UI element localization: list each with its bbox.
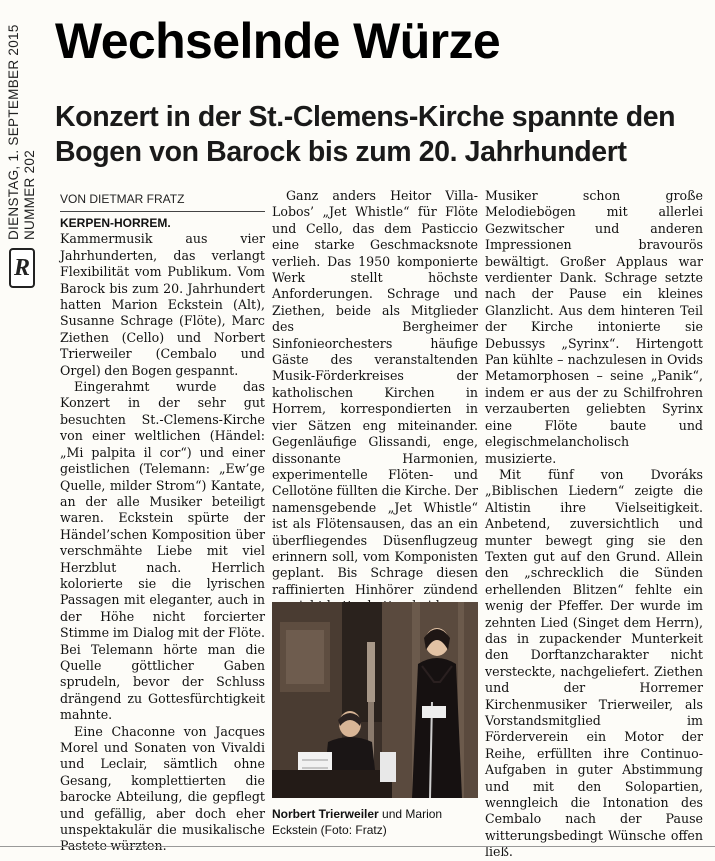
article-column-2 (272, 188, 478, 615)
paragraph (60, 215, 265, 379)
byline: VON DIETMAR FRATZ (60, 192, 185, 206)
photo-caption (272, 806, 478, 838)
paragraph-text: Kammermusik aus vier Jahrhunderten, das verlangt Flexibilität vom Publikum. Vom Barock bis zum 20. Jahrhundert hatten Marion Eckstein (Alt), Susanne Schrage (Flöte), Marc Ziethen (Cello) und Norbert Trierweiler (Cembalo und Orgel) den Bogen gespannt. (60, 231, 265, 378)
subheadline: Konzert in der St.-Clemens-Kirche spannte den Bogen von Barock bis zum 20. Jahrhundert (55, 101, 676, 168)
caption-name: Norbert Trierweiler (272, 807, 379, 821)
publication-issue: NUMMER 202 (22, 149, 37, 240)
publication-date: DIENSTAG, 1. SEPTEMBER 2015 (6, 24, 21, 240)
byline-rule (60, 211, 265, 212)
paragraph: Ganz anders Heitor Villa-Lobos’ „Jet Whistle“ für Flöte und Cello, das dem Pasticcio eine starke Geschmacksnote verlieh. Das 1950 komponierte Werk stellt höchste Anforderungen. Schrage und Ziethen, beide als Mitglieder des Bergheimer Sinfonieorchesters häufige Gäste des veranstaltenden Musik-Förderkreises der katholischen Kirchen in Horrem, korrespondierten in vier Sätzen eng miteinander. Gegenläufige Glissandi, enge, dissonante Harmonien, experimentelle Flöten- und Cellotöne füllten die Kirche. Der namensgebende „Jet Whistle“ ist als Flötensausen, das an ein überfliegendes Düsenflugzeug erinnern soll, vom Komponisten geplant. Bis Schrage diesen raffinierten Hinhörer zündend (272, 188, 478, 597)
article-column-1 (60, 215, 265, 855)
concert-photo (272, 602, 478, 798)
dateline: KERPEN-HORREM. (60, 216, 171, 230)
caption-text: und Marion Eckstein (Foto: Fratz) (272, 807, 443, 837)
headline: Wechselnde Würze (55, 13, 501, 69)
paragraph: Mit fünf von Dvoráks „Biblischen Liedern“ zeigte die Altistin ihre Vielseitigkeit. Anbetend, zuversichtlich und munter bewegt ging sie den Texten gut auf den Grund. Allein den „schrecklich die Sünden erhellenden Blitzen“ fehlte ein wenig der Pfeffer. Der wurde im zehnten Lied (Singet dem Herrn), das in zupackender Munterkeit den Dorftanzcharakter nicht versteckte, nachgeliefert. Ziethen und der Horremer Kirchenmusiker Trierweiler, als Vorstandsmitglied im Förderverein ein Motor der Reihe, erfüllten ihre Continuo-Aufgaben in guter Abstimmung und mit den Solopartien, wenngleich die Intonation des Cembalo nach der Pause witterungsbedingt Wünsche offen ließ. (485, 466, 703, 860)
article-column-3 (485, 188, 703, 861)
concert-photo-image (272, 602, 478, 798)
newspaper-logo: R (9, 248, 35, 288)
paragraph: Eine Chaconne von Jacques Morel und Sonaten von Vivaldi und Leclair, sämtlich ohne Gesang, komplettierten die barocke Abteilung, die gepflegt und gefällig, aber doch eher unspektakulär die musikalische Pastete würzten. (60, 723, 265, 854)
page-edge-rule (0, 846, 715, 847)
paragraph: Eingerahmt wurde das Konzert in der sehr gut besuchten St.-Clemens-Kirche von einer weltlichen (Händel: „Mi palpita il cor“) und einer geistlichen (Telemann: „Ew’ge Quelle, milder Strom“) Kantate, an der alle Musiker beteiligt waren. Eckstein spürte der Händel’schen Komposition über verschmähte Liebe mit viel Herzblut nach. Herrlich kolorierte sie die lyrischen Passagen mit eleganter, auch in der Höhe nicht forcierter Stimme im Dialog mit der Flöte. Bei Telemann hörte man die Quelle göttlicher Gaben sprudeln, bevor der Schluss drängend zu Gottesfürchtigkeit mahnte. (60, 379, 265, 723)
publication-date-block (6, 0, 44, 240)
paragraph: Musiker schon große Melodiebögen mit allerlei Gezwitscher und anderen Impressionen bravourös bewältigt. Großer Applaus war verdienter Dank. Schrage setzte nach der Pause ein kleines Glanzlicht. Aus dem hinteren Teil der Kirche intonierte sie Debussys „Syrinx“. Hirtengott Pan kühlte – nachzulesen in Ovids Metamorphosen – seine „Panik“, indem er aus der zu Schilfrohren verzauberten geliebten Syrinx eine Flöte baute und elegischmelancholisch musizierte. (485, 188, 703, 466)
